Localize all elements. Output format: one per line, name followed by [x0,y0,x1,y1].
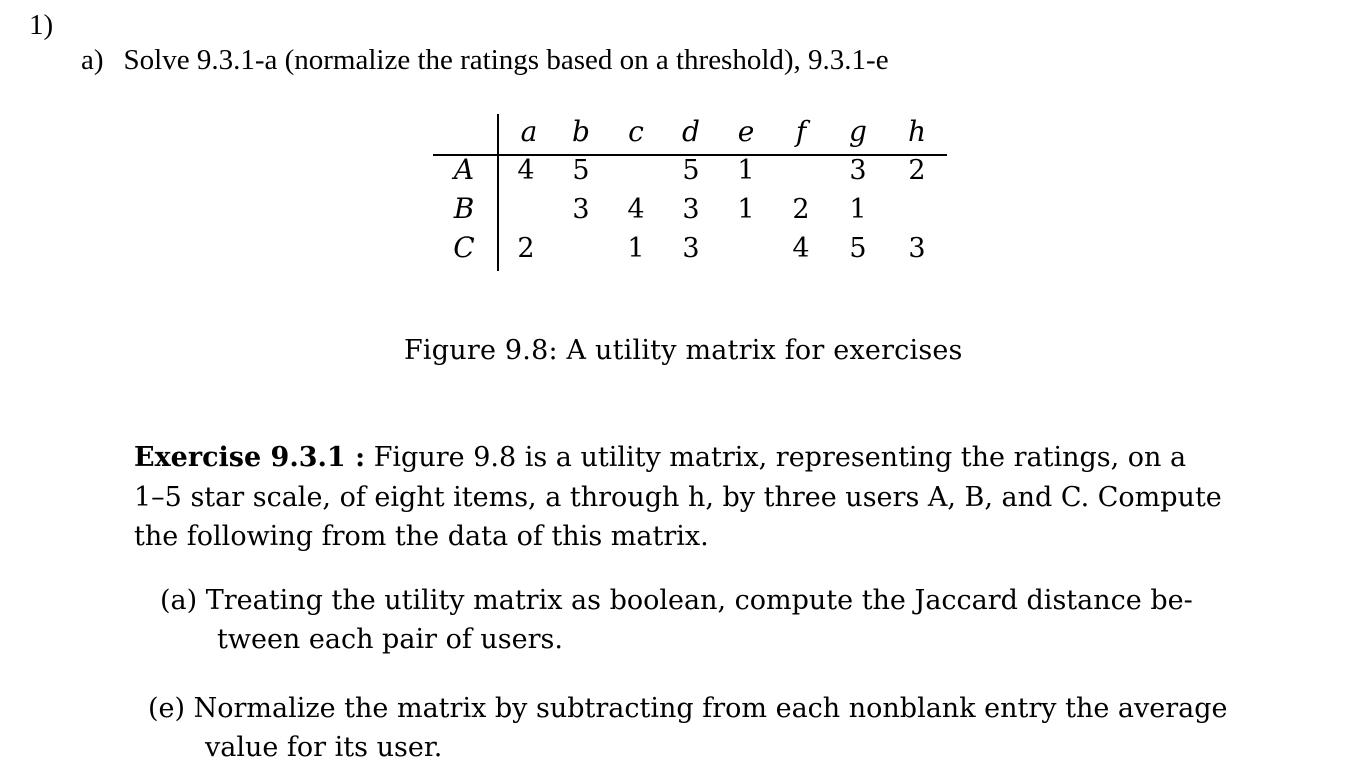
matrix-cell: 3 [682,194,700,225]
column-header-h: h [907,115,927,148]
matrix-cell: 2 [517,233,535,264]
column-header-a: a [520,115,538,148]
exercise-text-line-3: the following from the data of this matrix. [134,521,709,552]
matrix-cell: 3 [572,194,590,225]
matrix-cell: 5 [849,233,867,264]
matrix-cell: 4 [517,155,535,186]
column-header-c: c [628,115,644,148]
matrix-cell: 1 [737,155,755,186]
exercise-heading: Exercise 9.3.1 : [134,442,366,473]
matrix-cell: 3 [908,233,926,264]
matrix-cell: 2 [792,194,810,225]
column-header-b: b [572,115,590,148]
row-label-rule [497,114,499,271]
row-label-a: A [453,153,475,186]
item-a-text-line-2: tween each pair of users. [217,624,563,655]
exercise-line-1 [134,438,1254,478]
column-header-e: e [737,115,755,148]
matrix-cell: 4 [627,194,645,225]
item-a-text-line-1: Treating the utility matrix as boolean, compute the Jaccard distance be- [205,585,1193,616]
matrix-cell: 1 [737,194,755,225]
item-a-label: (a) [160,585,198,616]
exercise-text-line-2: 1–5 star scale, of eight items, a through h, by three users A, B, and C. Compute [134,481,1222,513]
exercise-text-line-1: Figure 9.8 is a utility matrix, representing the ratings, on a [373,442,1187,473]
matrix-cell: 3 [682,233,700,264]
matrix-cell: 1 [849,194,867,225]
figure-caption: Figure 9.8: A utility matrix for exercises [404,335,963,366]
column-header-g: g [849,115,867,148]
exercise-item-e [148,689,1228,767]
utility-matrix [0,0,1366,300]
exercise-statement [134,438,1254,557]
column-header-f: f [795,115,807,148]
subpart-label: a) [81,44,104,76]
item-e-text-line-2: value for its user. [205,732,443,763]
matrix-cell: 5 [682,155,700,186]
matrix-cell: 4 [792,233,810,264]
subpart-text: Solve 9.3.1-a (normalize the ratings based on a threshold), 9.3.1-e [123,44,889,76]
matrix-cell: 2 [908,155,926,186]
row-label-b: B [453,192,475,225]
row-label-c: C [453,231,475,264]
matrix-cell: 5 [572,155,590,186]
column-header-d: d [682,115,700,148]
question-number: 1) [29,9,54,41]
item-e-label: (e) [148,693,186,724]
matrix-cell: 3 [849,155,867,186]
item-e-text-line-1: Normalize the matrix by subtracting from each nonblank entry the average [193,693,1228,724]
matrix-cell: 1 [627,233,645,264]
exercise-item-a [160,581,1193,659]
